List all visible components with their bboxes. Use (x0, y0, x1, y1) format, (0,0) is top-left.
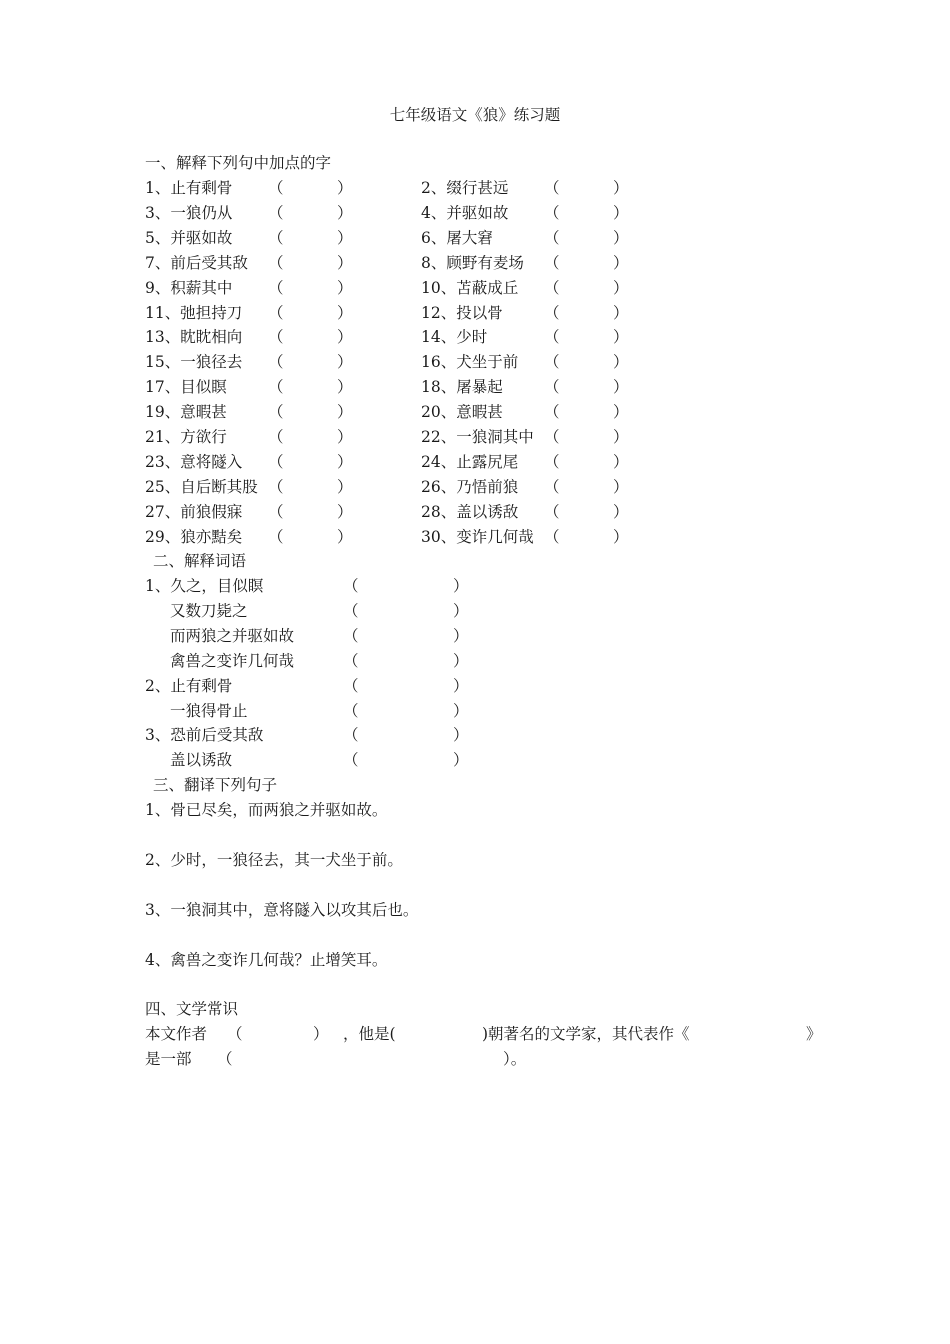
section2-heading: 二、解释词语 (153, 552, 247, 570)
question-item: 15、一狼径去 (145, 353, 243, 372)
answer-paren-open: （ (544, 403, 560, 422)
question-item: 13、眈眈相向 (145, 328, 243, 347)
answer-paren-close: ） (453, 577, 469, 595)
work-label: )朝著名的文学家，其代表作《 (482, 1025, 690, 1043)
translation-item: 3、一狼洞其中，意将隧入以攻其后也。 (145, 901, 419, 919)
answer-paren-open: （ (544, 303, 560, 322)
question-item: 3、一狼仍从 (145, 203, 233, 222)
answer-paren-open: （ (544, 228, 560, 247)
question-item: 24、止露尻尾 (421, 452, 519, 471)
genre-label: 是一部 (145, 1050, 192, 1068)
question-item: 5、并驱如故 (145, 228, 233, 247)
genre-paren-open: （ (217, 1050, 233, 1068)
answer-paren-close: ） (337, 452, 353, 471)
answer-paren-open: （ (268, 328, 284, 347)
question-item: 11、弛担持刀 (145, 303, 243, 322)
question-item: 18、屠暴起 (421, 378, 503, 397)
answer-paren-close: ） (337, 403, 353, 422)
answer-paren-open: （ (268, 477, 284, 496)
section1-heading: 一、解释下列句中加点的字 (145, 154, 332, 172)
answer-paren-open: （ (268, 378, 284, 397)
question-item: 1、止有剩骨 (145, 179, 233, 197)
answer-paren-close: ） (337, 502, 353, 521)
genre-paren-close: ）。 (503, 1050, 527, 1068)
answer-paren-close: ） (453, 626, 469, 645)
answer-paren-close: ） (613, 228, 629, 247)
question-item: 17、目似瞑 (145, 378, 227, 397)
question-item: 19、意暇甚 (145, 403, 227, 422)
phrase-item: 3、恐前后受其敌 (145, 726, 264, 745)
answer-paren-close: ） (337, 179, 353, 197)
question-item: 22、一狼洞其中 (421, 428, 534, 446)
question-item: 30、变诈几何哉 (421, 527, 534, 546)
answer-paren-close: ） (337, 378, 353, 397)
answer-paren-close: ） (613, 179, 629, 197)
question-item: 6、屠大窘 (421, 228, 493, 247)
answer-paren-open: （ (268, 452, 284, 471)
answer-paren-close: ） (453, 726, 469, 745)
answer-paren-close: ） (613, 303, 629, 322)
answer-paren-open: （ (268, 428, 284, 446)
author-label: 本文作者 (145, 1025, 208, 1043)
answer-paren-close: ） (337, 253, 353, 272)
question-item: 4、并驱如故 (421, 203, 509, 222)
answer-paren-open: （ (268, 502, 284, 521)
answer-paren-close: ） (613, 502, 629, 521)
answer-paren-open: （ (268, 228, 284, 247)
answer-paren-close: ） (613, 353, 629, 372)
translation-item: 4、禽兽之变诈几何哉？止增笑耳。 (145, 951, 388, 969)
answer-paren-open: （ (343, 701, 359, 720)
translation-item: 2、少时，一狼径去，其一犬坐于前。 (145, 851, 403, 869)
section4-heading: 四、文学常识 (145, 1000, 239, 1018)
answer-paren-open: （ (544, 378, 560, 397)
answer-paren-close: ） (613, 527, 629, 546)
question-item: 2、缀行甚远 (421, 179, 509, 197)
answer-paren-open: （ (343, 577, 359, 595)
answer-paren-open: （ (268, 253, 284, 272)
answer-paren-open: （ (343, 726, 359, 745)
answer-paren-open: （ (544, 452, 560, 471)
question-item: 28、盖以诱敌 (421, 502, 519, 521)
question-item: 27、前狼假寐 (145, 502, 243, 521)
answer-paren-open: （ (544, 428, 560, 446)
answer-paren-close: ） (613, 203, 629, 222)
answer-paren-close: ） (613, 477, 629, 496)
answer-paren-open: （ (268, 403, 284, 422)
author-paren-close: ） (313, 1025, 329, 1043)
answer-paren-open: （ (268, 527, 284, 546)
answer-paren-close: ） (613, 278, 629, 297)
answer-paren-close: ） (613, 328, 629, 347)
answer-paren-open: （ (544, 353, 560, 372)
answer-paren-open: （ (544, 502, 560, 521)
phrase-item: 禽兽之变诈几何哉 (170, 651, 295, 670)
answer-paren-open: （ (544, 179, 560, 197)
answer-paren-close: ） (453, 751, 469, 770)
answer-paren-close: ） (337, 303, 353, 322)
question-item: 14、少时 (421, 328, 488, 347)
answer-paren-close: ） (613, 253, 629, 272)
answer-paren-open: （ (544, 253, 560, 272)
answer-paren-open: （ (544, 527, 560, 546)
question-item: 8、顾野有麦场 (421, 253, 524, 272)
answer-paren-close: ） (337, 477, 353, 496)
answer-paren-open: （ (544, 278, 560, 297)
answer-paren-open: （ (343, 676, 359, 695)
answer-paren-close: ） (453, 701, 469, 720)
author-paren-open: （ (227, 1025, 243, 1043)
answer-paren-open: （ (343, 651, 359, 670)
answer-paren-close: ） (613, 428, 629, 446)
phrase-item: 2、止有剩骨 (145, 676, 233, 695)
answer-paren-close: ） (453, 651, 469, 670)
answer-paren-open: （ (343, 751, 359, 770)
question-item: 20、意暇甚 (421, 403, 503, 422)
answer-paren-close: ） (613, 378, 629, 397)
question-item: 29、狼亦黠矣 (145, 527, 243, 546)
answer-paren-close: ） (337, 527, 353, 546)
answer-paren-close: ） (337, 278, 353, 297)
phrase-item: 又数刀毙之 (170, 601, 248, 620)
question-item: 25、自后断其股 (145, 477, 258, 496)
answer-paren-open: （ (343, 601, 359, 620)
phrase-item: 一狼得骨止 (170, 701, 248, 720)
answer-paren-open: （ (268, 353, 284, 372)
answer-paren-open: （ (268, 203, 284, 222)
answer-paren-open: （ (544, 477, 560, 496)
phrase-item: 盖以诱敌 (170, 751, 233, 770)
answer-paren-open: （ (544, 203, 560, 222)
question-item: 7、前后受其敌 (145, 253, 248, 272)
answer-paren-close: ） (613, 452, 629, 471)
work-close: 》 (806, 1025, 822, 1043)
answer-paren-close: ） (337, 428, 353, 446)
question-item: 21、方欲行 (145, 428, 227, 446)
question-item: 10、苫蔽成丘 (421, 278, 519, 297)
answer-paren-open: （ (343, 626, 359, 645)
answer-paren-close: ） (453, 676, 469, 695)
question-item: 23、意将隧入 (145, 452, 243, 471)
page-title: 七年级语文《狼》练习题 (389, 106, 561, 124)
question-item: 26、乃悟前狼 (421, 477, 519, 496)
answer-paren-open: （ (268, 179, 284, 197)
question-item: 9、积薪其中 (145, 278, 233, 297)
answer-paren-close: ） (613, 403, 629, 422)
answer-paren-close: ） (337, 328, 353, 347)
answer-paren-open: （ (268, 303, 284, 322)
section3-heading: 三、翻译下列句子 (153, 776, 278, 794)
answer-paren-close: ） (337, 228, 353, 247)
answer-paren-close: ） (337, 353, 353, 372)
translation-item: 1、骨已尽矣，而两狼之并驱如故。 (145, 801, 388, 819)
answer-paren-open: （ (544, 328, 560, 347)
answer-paren-open: （ (268, 278, 284, 297)
question-item: 12、投以骨 (421, 303, 503, 322)
phrase-item: 1、久之，目似瞑 (145, 577, 264, 595)
answer-paren-close: ） (337, 203, 353, 222)
dynasty-label: ，他是( (343, 1025, 396, 1043)
answer-paren-close: ） (453, 601, 469, 620)
question-item: 16、犬坐于前 (421, 353, 519, 372)
phrase-item: 而两狼之并驱如故 (170, 626, 295, 645)
